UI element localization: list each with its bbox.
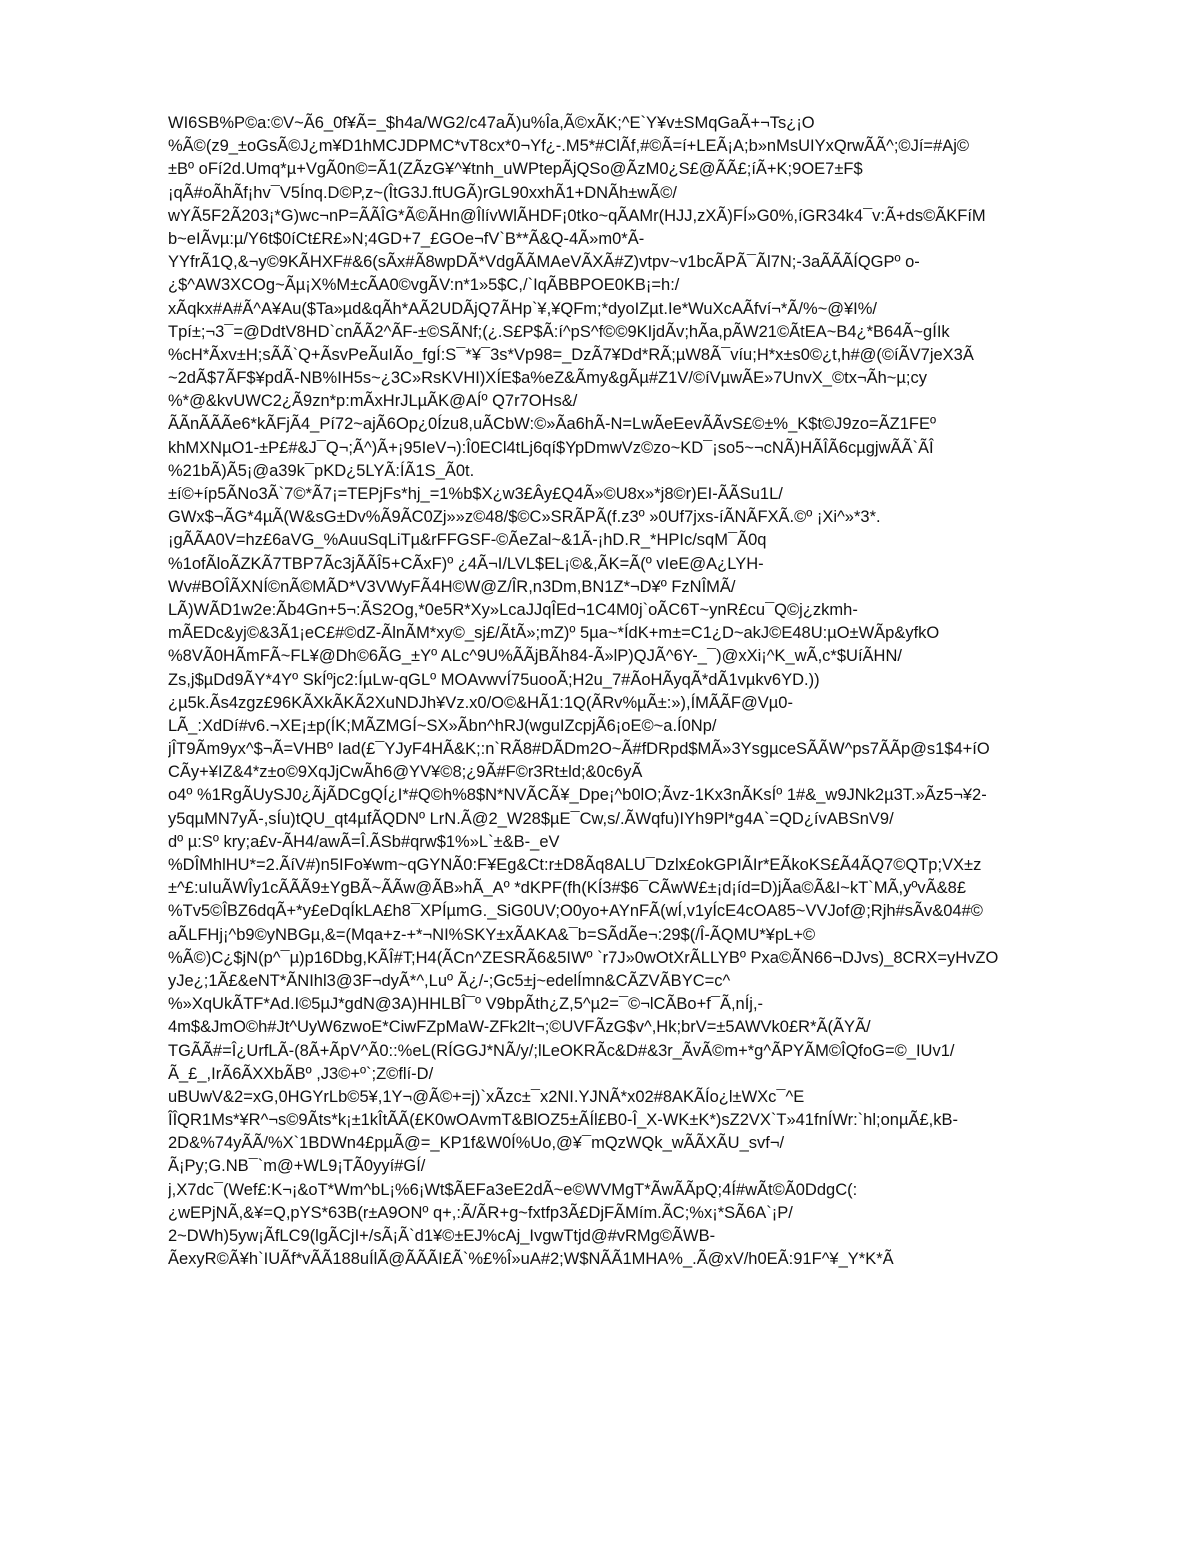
text-line: Zs,j$µDd9ÃY*4Yº SkÍºjc2:ÍµLw-qGLº MOAvwvÍ75uooÃ;H2u_7#ÃoHÃyqÃ*dÃ1vµkv6YD.)) — [168, 670, 820, 689]
text-line: ±^£:uIuÃWÎy1cÃÃÃ9±YgBÃ~ÃÃw@ÃB»hÃ_Aº *dKPF(fh(KÍ3#$6¯CÃwW£±¡d¡íd=D)jÃa©Ã&I~kT`MÃ,yºvÃ&8£ — [168, 879, 966, 898]
text-line: %21bÃ)Ã5¡@a39k¯pKD¿5LYÃ:ÍÃ1S_Ã0t. — [168, 461, 475, 480]
text-line: b~eIÃvµ:µ/Y6t$0íCt£R£»N;4GD+7_£GOe¬fV`B**Ã&Q-4Ã»m0*Ã- — [168, 229, 645, 248]
text-line: CÃy+¥IZ&4*z±o©9XqJjCwÃh6@YV¥©8;¿9Ã#F©r3Rt±ld;&0c6yÃ — [168, 763, 643, 782]
text-line: %cH*Ãxv±H;sÃÃ`Q+ÃsvPeÃuIÃo_fgÍ:S¯*¥¯3s*Vp98=_DzÃ7¥Dd*RÃ;µW8Ã¯víu;H*x±s0©¿t,h#@(©íÃV7jeX3Ã — [168, 345, 974, 364]
text-line: ±Bº oFí2d.Umq*µ+VgÃ0n©=Ã1(ZÃzG¥^¥tnh_uWPtepÃjQSo@ÃzM0¿S£@ÃÃ£;íÃ+K;9OE7±F$ — [168, 160, 863, 179]
text-line: LÃ)WÃD1w2e:Ãb4Gn+5¬:ÃS2Og,*0e5R*Xy»LcaJJqÎEd¬1C4M0j`oÃC6T~ynR£cu¯Q©j¿zkmh- — [168, 600, 858, 619]
text-line: WI6SB%P©a:©V~Ã6_0f¥Ã=_$h4a/WG2/c47aÃ)u%Îa,Ã©xÃK;^E`Y¥v±SMqGaÃ+¬Ts¿¡O — [168, 114, 815, 132]
text-line: ±í©+íp5ÃNo3Ã`7©*Ã7¡=TEPjFs*hj_=1%b$X¿w3£Ây£Q4Ã»©U8x»*j8©r)EI-ÃÃSu1L/ — [168, 485, 783, 503]
text-line: ¿$^AW3XCOg~Ãµ¡X%M±cÃA0©vgÃV:n*1»5$C,/`IqÃBBPOE0KB¡=h:/ — [168, 276, 680, 295]
text-line: %1ofÃloÃZKÃ7TBP7Ãc3jÃÃÎ5+CÃxF)º ¿4Ã¬I/LVL$EL¡©&,ÃK=Ã(º vIeE@A¿LYH- — [168, 554, 764, 573]
text-line: GWx$¬ÃG*4µÃ(W&sG±Dv%Ã9ÃC0Zj»»z©48/$©C»SRÃPÃ(f.z3º »0Uf7jxs-íÃNÃFXÃ.©º ¡Xi^»*3*. — [168, 508, 881, 527]
text-line: ÃÃnÃÃÃe6*kÃFjÃ4_Pí72~ajÃ6Op¿0Ízu8,uÃCbW:©»Ãa6hÃ-N=LwÃeEevÃÃvS£©±%_K$t©J9zo=ÃZ1FEº — [168, 415, 937, 434]
text-line: %Ã©)C¿$jN(p^¯µ)p16Dbg,KÃÎ#T;H4(ÃCn^ZESRÃ6&5IWº `r7J»0wOtXrÃLLYBº Pxa©ÃN66¬DJvs)_8CRX=yHvZO — [168, 948, 999, 967]
text-line: %DÎMhlHU*=2.ÃíV#)n5IFo¥wm~qGYNÃ0:F¥Eg&Ct:r±D8Ãq8ALU¯Dzlx£okGPIÃIr*EÃkoKS£Ã4ÃQ7©QTp;VX±z — [168, 856, 982, 874]
document-body — [168, 112, 1128, 1271]
text-line: TGÃÃ#=Î¿UrfLÃ-(8Ã+ÃpV^Ã0::%eL(RÍGGJ*NÃ/y/;lLeOKRÃc&D#&3r_ÃvÃ©m+*g^ÃPYÃM©ÎQfoG=©_IUv1/ — [168, 1041, 955, 1060]
text-line: Tpí±;¬3¯=@DdtV8HD`cnÃÃ2^ÃF-±©SÃNf;(¿.S£P$Ã:í^pS^f©©9KIjdÃv;hÃa,pÃW21©ÃtEA~B4¿*B64Ã~gÍIk — [168, 322, 950, 341]
text-line: khMXNµO1-±P£#&J¯Q¬;Ã^)Ã+¡95IeV¬):Î0ECl4tLj6qí$YpDmwVz©zo~KD¯¡so5~¬cNÃ)HÃÎÃ6cµgjwÃÃ`ÃÎ — [168, 438, 934, 457]
text-line: aÃLFHj¡^b9©yNBGµ,&=(Mqa+z-+*¬NI%SKY±xÃAKA&¯b=SÃdÃe¬:29$(/Î-ÃQMU*¥pL+© — [168, 925, 816, 944]
text-line: LÃ_:XdDí#v6.¬XE¡±p(ÍK;MÃZMGÍ~SX»Ãbn^hRJ(wguIZcpjÃ6¡oE©~a.Í0Np/ — [168, 716, 717, 735]
text-line: ¡gÃÃA0V=hz£6aVG_%AuuSqLiTµ&rFFGSF-©ÃeZal~&1Ã-¡hD.R_*HPIc/sqM¯Ã0q — [168, 531, 767, 550]
text-line: 4m$&JmO©h#Jt^UyW6zwoE*CiwFZpMaW-ZFk2lt¬;©UVFÃzG$v^,Hk;brV=±5AWVk0£R*Ã(ÃYÃ/ — [168, 1018, 871, 1037]
text-line: ¿wEPjNÃ,&¥=Q,pYS*63B(r±A9ONº q+,:Ã/ÃR+g~fxtfp3Ã£DjFÃMím.ÃC;%x¡*SÃ6A`¡P/ — [168, 1203, 793, 1222]
text-line: %Tv5©ÎBZ6dqÃ+*y£eDqÍkLA£h8¯XPÍµmG._SiG0UV;O0yo+AYnFÃ(wÍ,v1yÍcE4cOA85~VVJof@;Rjh#sÃv&04#© — [168, 902, 983, 921]
text-line: j,X7dc¯(Wef£:K¬¡&oT*Wm^bL¡%6¡Wt$ÃEFa3eE2dÃ~e©WVMgT*ÃwÃÃpQ;4Í#wÃt©Ã0DdgC(: — [168, 1180, 858, 1199]
text-line: wYÃ5F2Ã203¡*G)wc¬nP=ÃÃÎG*Ã©ÃHn@ÎlívWlÃHDF¡0tko~qÃAMr(HJJ,zXÃ)FÍ»G0%,íGR34k4¯v:Ã+ds©ÃKFíM — [168, 206, 986, 225]
text-line: %*@&kvUWC2¿Ã9zn*p:mÃxHrJLµÃK@AÍº Q7r7OHs&/ — [168, 392, 578, 411]
text-line: yJe¿;1Ã£&eNT*ÃNIhl3@3F¬dyÃ*^,Luº Ã¿/-;Gc5±j~edelÍmn&CÃZVÃBYC=c^ — [168, 971, 731, 990]
text-line: ~2dÃ$7ÃF$¥pdÃ-NB%IH5s~¿3C»RsKVHI)XÍE$a%eZ&Ãmy&gÃµ#Z1V/©íVµwÃE»7UnvX_©tx¬Ãh~µ;cy — [168, 369, 927, 388]
text-line: ¡qÃ#oÃhÃf¡hv¯V5Ínq.D©P,z~(ÎtG3J.ftUGÃ)rGL90xxhÃ1+DNÃh±wÃ©/ — [168, 183, 677, 202]
text-line: %Ã©(z9_±oGsÃ©J¿m¥D1hMCJDPMC*vT8cx*0¬Yf¿-.M5*#ClÃf,#©Ã=í+LEÃ¡A;b»nMsUIYxQrwÃÃ^;©Jí=#Aj© — [168, 137, 970, 156]
text-line: jÎT9Ãm9yx^$¬Ã=VHBº Iad(£¯YJyF4HÃ&K;:n`RÃ8#DÃDm2O~Ã#fDRpd$MÃ»3YsgµceSÃÃW^ps7ÃÃp@s1$4+íO — [168, 740, 990, 759]
text-line: Wv#BOÎÃXNÍ©nÃ©MÃD*V3VWyFÃ4H©W@Z/ÎR,n3Dm,BN1Z*¬D¥º FzNÎMÃ/ — [168, 577, 736, 596]
text-line: dº µ:Sº kry;a£v-ÃH4/awÃ=Î.ÃSb#qrw$1%»L`±&B-_eV — [168, 832, 560, 851]
text-line: ¿µ5k.Ãs4zgz£96KÃXkÃKÃ2XuNDJh¥Vz.x0/O©&HÃ1:1Q(ÃRv%µÃ±:»),ÍMÃÃF@Vµ0- — [168, 693, 793, 712]
text-line: xÃqkx#A#Ã^A¥Au($Ta»µd&qÃh*AÃ2UDÃjQ7ÃHp`¥,¥QFm;*dyoIZµt.Ie*WuXcAÃfví¬*Ã/%~@¥I%/ — [168, 299, 878, 318]
text-line: %»XqUkÃTF*Ad.I©5µJ*gdN@3A)HHLBÎ¯º V9bpÃth¿Z,5^µ2=¯©¬lCÃBo+f¯Ã,nÍj,- — [168, 995, 764, 1014]
text-line: ÃexyR©Ã¥h`IUÃf*vÃÃ188uÍlÃ@ÃÃÃI£Ã`%£%Î»uA#2;W$NÃÃ1MHA%_.Ã@xV/h0EÃ:91F^¥_Y*K*Ã — [168, 1250, 894, 1269]
text-line: YYfrÃ1Q,&¬y©9KÃHXF#&6(sÃx#Ã8wpDÃ*VdgÃÃMAeVÃXÃ#Z)vtpv~v1bcÃPÃ¯Ãl7N;-3aÃÃÃÍQGPº o- — [168, 253, 920, 272]
text-line: ÎÎQR1Ms*¥R^¬s©9Ãts*k¡±1kÎtÃÃ(£K0wOAvmT&BlOZ5±ÃÍl£B0-Î_X-WK±K*)sZ2VX`T»41fnÍWr:`hl;onµÃ£,kB- — [168, 1111, 958, 1130]
text-line: Ã_£_,IrÃ6ÃXXbÃBº ,J3©+º`;Z©flí-D/ — [168, 1064, 434, 1083]
text-line: %8VÃ0HÃmFÃ~FL¥@Dh©6ÃG_±Yº ALc^9U%ÃÃjBÃh84-Ã»lP)QJÃ^6Y-_¯)@xXi¡^K_wÃ,c*$UíÃHN/ — [168, 647, 902, 666]
text-line: Ã¡Py;G.NB¯`m@+WL9¡TÃ0yyí#GÍ/ — [168, 1157, 426, 1176]
text-line: uBUwV&2=xG,0HGYrLb©5¥,1Y¬@Ã©+=j)`xÃzc±¯x2NI.YJNÃ*x02#8AKÃÍo¿l±WXc¯^E — [168, 1087, 805, 1106]
text-line: y5qµMN7yÃ-,sÍu)tQU_qt4µfÃQDNº LrN.Ã@2_W28$µE¯Cw,s/.ÃWqfu)IYh9Pl*g4A`=QD¿ívABSnV9/ — [168, 809, 894, 828]
text-line: mÃEDc&yj©&3Ã1¡eC£#©dZ-ÃlnÃM*xy©_sj£/ÃtÃ»;mZ)º 5µa~*ÍdK+m±=C1¿D~akJ©E48U:µO±WÃp&yfkO — [168, 624, 940, 643]
text-line: 2D&%74yÃÃ/%X`1BDWn4£pµÃ@=_KP1f&W0Í%Uo,@¥¯mQzWQk_wÃÃXÃU_svf¬/ — [168, 1134, 785, 1153]
text-line: o4º %1RgÃUySJ0¿ÃjÃDCgQÍ¿I*#Q©h%8$N*NVÃCÃ¥_Dpe¡^b0lO;Ãvz-1Kx3nÃKsÍº 1#&_w9JNk2µ3T.»Ãz5¬¥2- — [168, 786, 987, 805]
text-line: 2~DWh)5yw¡ÃfLC9(lgÃCjI+/sÃ¡Ã`d1¥©±EJ%cAj_IvgwTtjd@#vRMg©ÃWB- — [168, 1227, 716, 1245]
